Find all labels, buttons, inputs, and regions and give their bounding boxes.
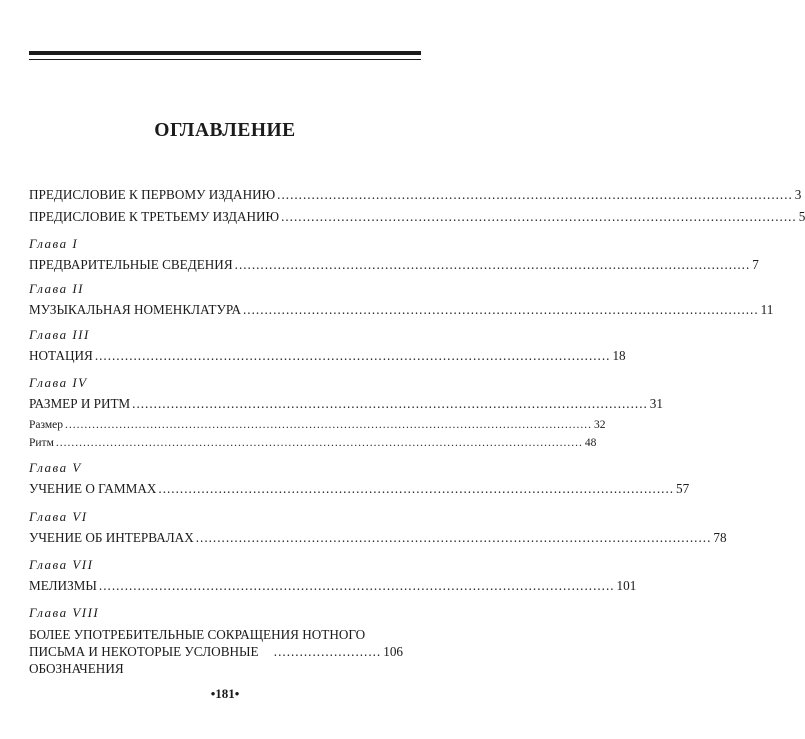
chapter-label: Глава I — [29, 236, 79, 251]
leader-dots: ........................................................................................................................ — [195, 530, 712, 545]
leader-dots: ......................... — [273, 644, 382, 659]
toc-entry-chapter-6[interactable] — [29, 530, 727, 546]
chapter-label: Глава VI — [29, 509, 88, 524]
toc-entry-label: ПРЕДИСЛОВИЕ К ТРЕТЬЕМУ ИЗДАНИЮ — [29, 209, 280, 224]
toc-entry-page: 31 — [649, 396, 663, 411]
chapter-label: Глава II — [29, 281, 84, 296]
leader-dots: ........................................................................................................................................ — [65, 419, 593, 431]
toc-entry-page: 32 — [594, 419, 606, 431]
leader-dots: ........................................................................................................................ — [94, 348, 611, 363]
toc-entry-page: 101 — [616, 578, 637, 593]
chapter-label: Глава V — [29, 460, 82, 475]
toc-entry-page: 18 — [612, 348, 626, 363]
toc-entry-label: НОТАЦИЯ — [29, 348, 93, 363]
toc-entry-label: УЧЕНИЕ ОБ ИНТЕРВАЛАХ — [29, 530, 194, 545]
page-title: ОГЛАВЛЕНИЕ — [154, 120, 296, 141]
toc-entry-chapter-2[interactable] — [29, 302, 774, 318]
toc-entry-preface-first[interactable] — [29, 187, 802, 203]
top-rule-thin — [29, 59, 421, 60]
toc-entry-label: УЧЕНИЕ О ГАММАХ — [29, 481, 157, 496]
toc-entry-label: ПРЕДИСЛОВИЕ К ПЕРВОМУ ИЗДАНИЮ — [29, 187, 276, 202]
toc-entry-page: 11 — [760, 302, 774, 317]
toc-subentry-meter[interactable] — [29, 417, 606, 433]
toc-entry-label: Размер — [29, 419, 64, 431]
chapter-label: Глава VII — [29, 557, 94, 572]
leader-dots: ........................................................................................................................ — [277, 187, 793, 202]
toc-entry-page: 106 — [383, 644, 403, 659]
toc-entry-page: 78 — [713, 530, 727, 545]
toc-entry-label: МУЗЫКАЛЬНАЯ НОМЕНКЛАТУРА — [29, 302, 241, 317]
leader-dots: ........................................................................................................................ — [234, 257, 751, 272]
toc-entry-chapter-8[interactable] — [29, 626, 403, 677]
chapter-label: Глава III — [29, 327, 90, 342]
toc-entry-page: 7 — [752, 257, 759, 272]
toc-entry-label-line1: БОЛЕЕ УПОТРЕБИТЕЛЬНЫЕ СОКРАЩЕНИЯ НОТНОГО — [29, 627, 366, 642]
leader-dots: ........................................................................................................................................ — [55, 437, 583, 449]
toc-entry-label: ПРЕДВАРИТЕЛЬНЫЕ СВЕДЕНИЯ — [29, 257, 233, 272]
toc-subentry-rhythm[interactable] — [29, 435, 597, 451]
toc-entry-chapter-3[interactable] — [29, 348, 626, 364]
toc-entry-page: 3 — [794, 187, 802, 202]
leader-dots: ........................................................................................................................ — [281, 209, 797, 224]
page-number: •181• — [210, 686, 240, 701]
toc-entry-page: 48 — [584, 437, 597, 449]
toc-entry-chapter-1[interactable] — [29, 257, 759, 273]
leader-dots: ........................................................................................................................ — [158, 481, 675, 496]
toc-entry-chapter-5[interactable] — [29, 481, 690, 497]
toc-entry-label: МЕЛИЗМЫ — [29, 578, 97, 593]
top-rule-thick — [29, 51, 421, 55]
toc-entry-page: 5 — [798, 209, 805, 224]
toc-entry-page: 57 — [676, 481, 690, 496]
leader-dots: ........................................................................................................................ — [98, 578, 615, 593]
toc-entry-chapter-4[interactable] — [29, 396, 663, 412]
toc-entry-label: Ритм — [29, 437, 54, 449]
chapter-label: Глава IV — [29, 375, 88, 390]
chapter-label: Глава VIII — [29, 605, 100, 620]
toc-entry-chapter-7[interactable] — [29, 578, 637, 594]
toc-entry-label-line2: ПИСЬМА И НЕКОТОРЫЕ УСЛОВНЫЕ ОБОЗНАЧЕНИЯ — [29, 644, 259, 676]
leader-dots: ........................................................................................................................ — [132, 396, 648, 411]
toc-entry-label: РАЗМЕР И РИТМ — [29, 396, 131, 411]
toc-entry-preface-third[interactable] — [29, 209, 805, 225]
leader-dots: ........................................................................................................................ — [243, 302, 759, 317]
